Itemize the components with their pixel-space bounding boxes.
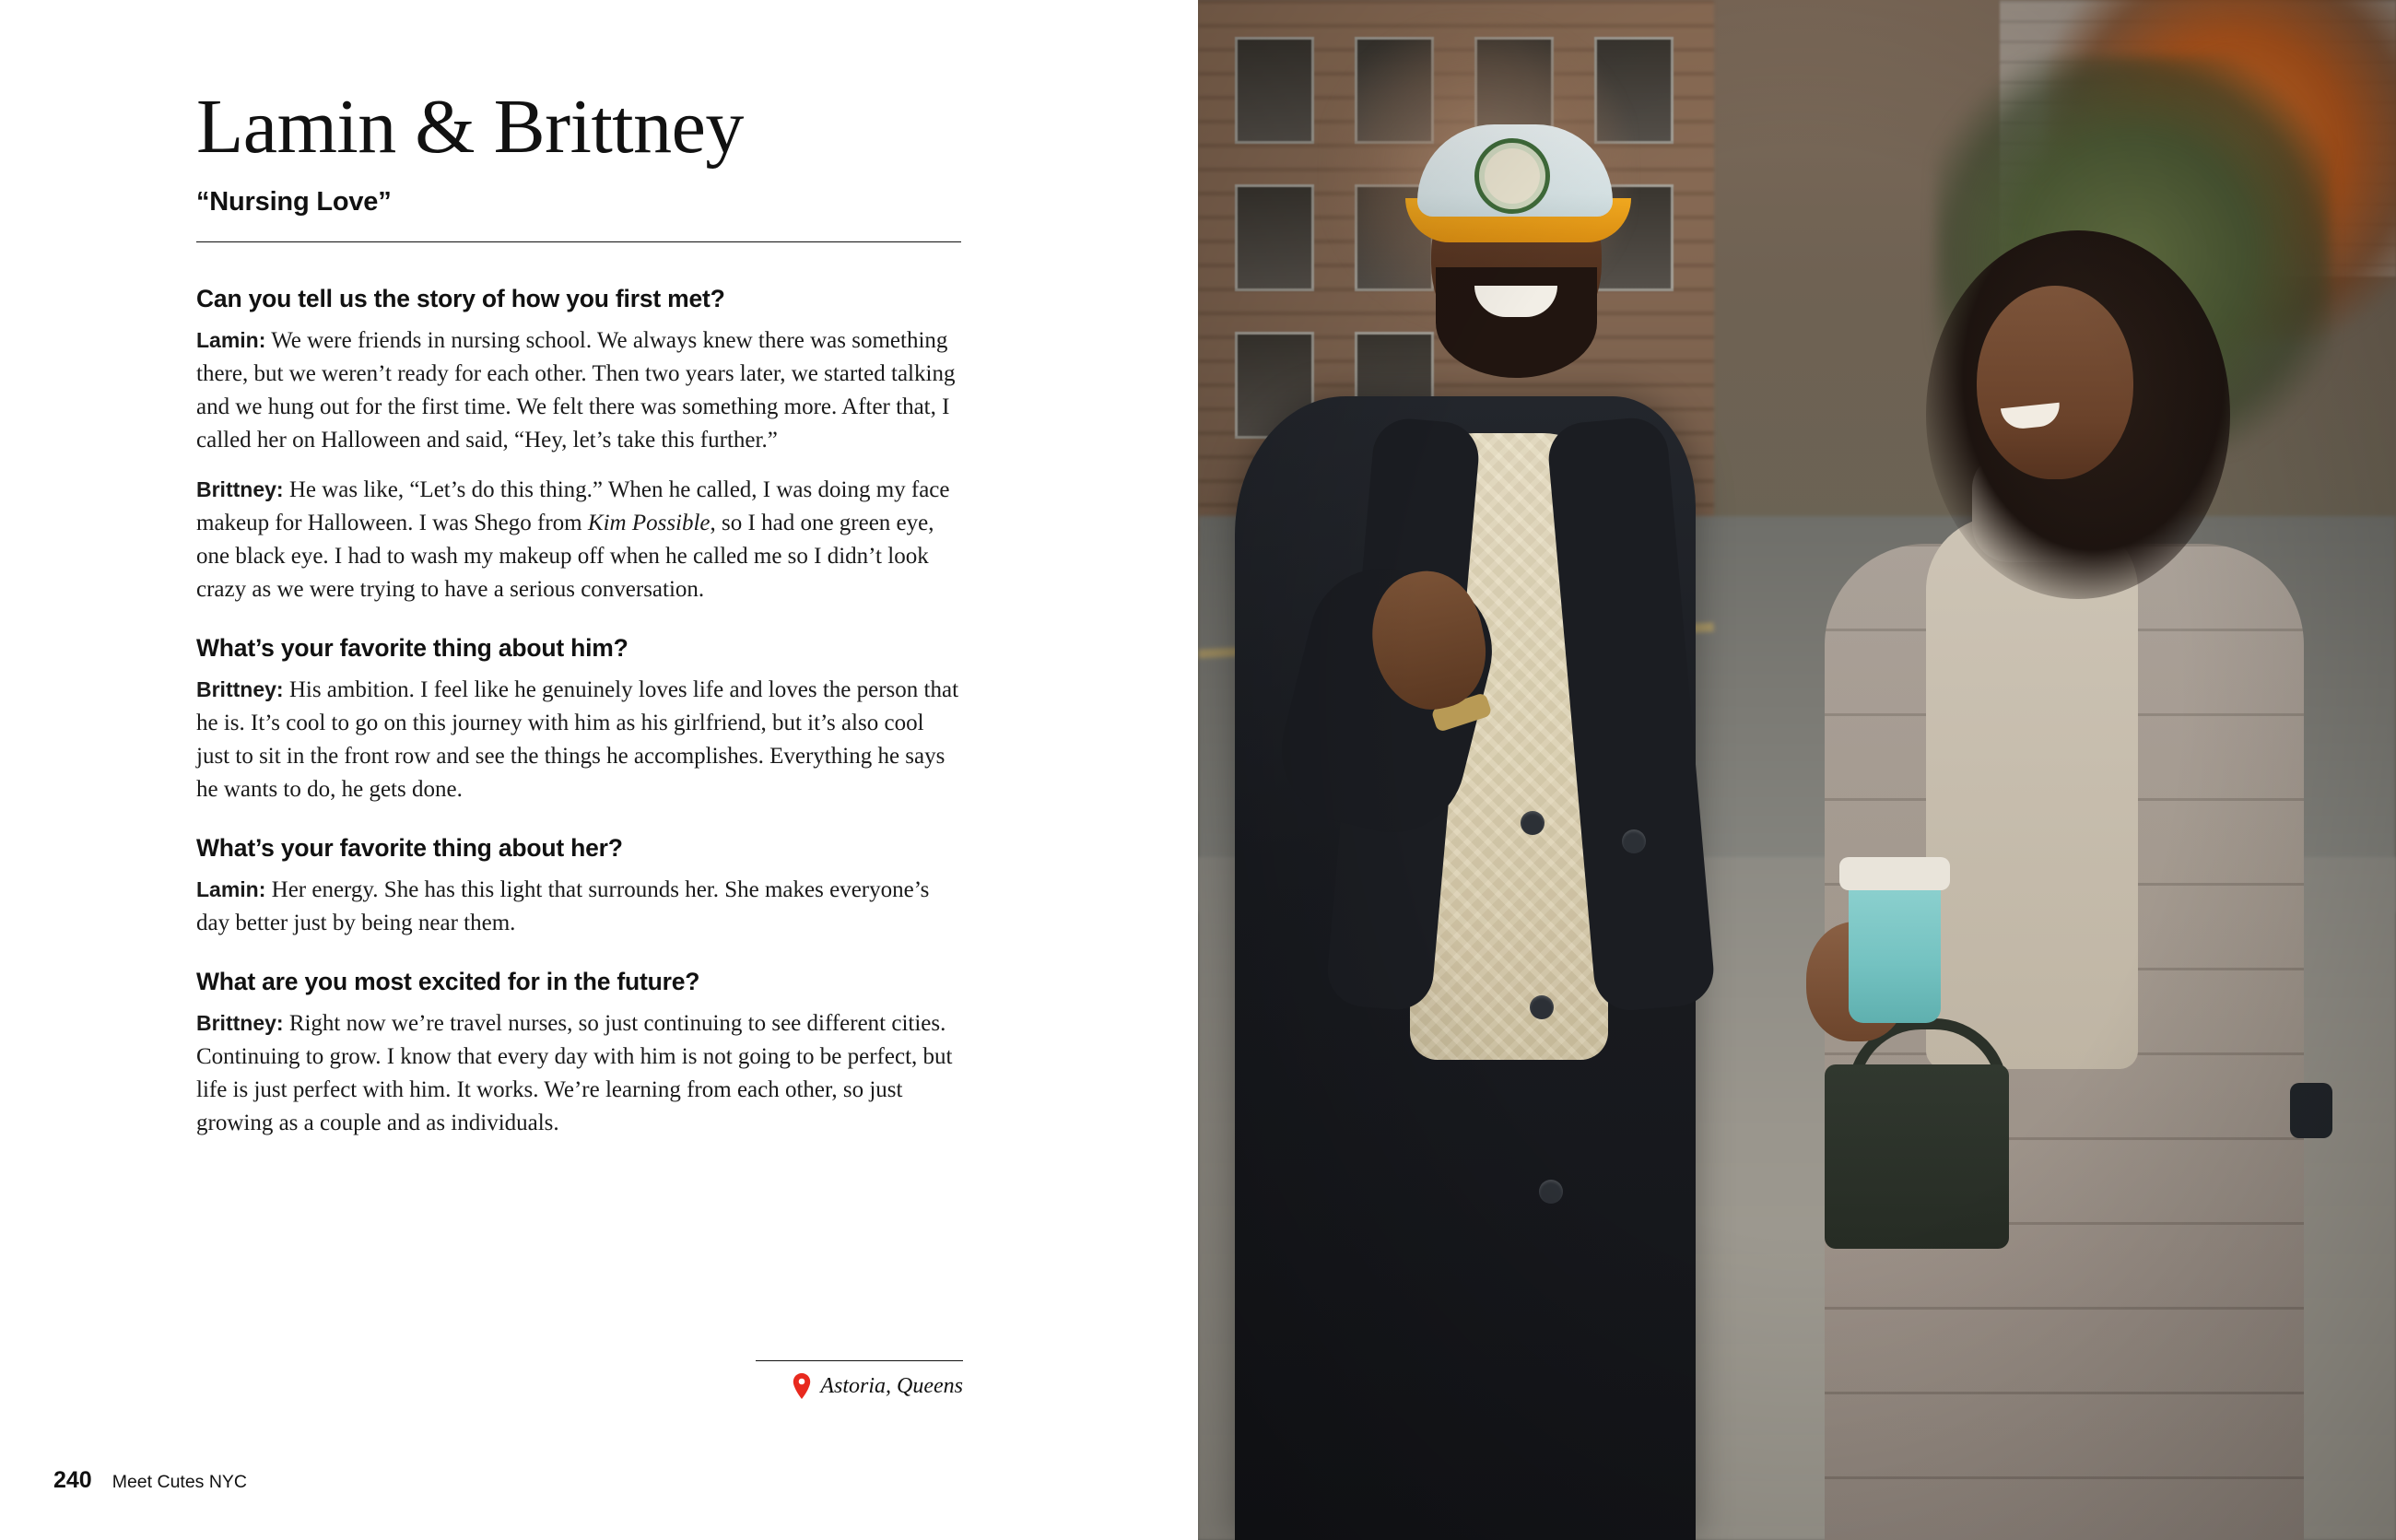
answer-text-before: He was like, “Let’s do this thing.” When he called, I was doing my face makeup for Halloween. I was Shego from: [196, 476, 950, 535]
coat-button: [1530, 995, 1554, 1019]
coffee-cup-lid: [1839, 857, 1950, 890]
location-divider: [756, 1360, 963, 1361]
qa-block: [196, 634, 961, 806]
interview-question: Can you tell us the story of how you first met?: [196, 284, 725, 312]
handbag: [1825, 1064, 2009, 1249]
answer-text-after: , so I had one green eye, one black eye. I had to wash my makeup off when he called me so I didn’t look crazy as we were trying to have a serious conversation.: [196, 510, 934, 602]
answer-speaker: Brittney:: [196, 476, 284, 501]
interview-answer: [196, 674, 961, 806]
coat-button: [1539, 1180, 1563, 1204]
couple-photo: [1198, 0, 2396, 1540]
interview-answer: [196, 474, 961, 606]
interview-question: What are you most excited for in the future?: [196, 967, 700, 995]
book-title: Meet Cutes NYC: [112, 1472, 248, 1492]
answer-speaker: Lamin:: [196, 876, 266, 901]
title-divider: [196, 241, 961, 242]
page-subtitle: “Nursing Love”: [196, 186, 392, 217]
woman-face: [1977, 286, 2133, 479]
coat-button: [1622, 829, 1646, 853]
answer-text: Her energy. She has this light that surrounds her. She makes everyone’s day better just by being near them.: [196, 876, 930, 935]
answer-speaker: Brittney:: [196, 676, 284, 701]
page-title: Lamin & Brittney: [196, 84, 744, 170]
answer-text: Right now we’re travel nurses, so just continuing to see different cities. Continuing to grow. I know that every day with him is not going to be perfect, but life is just perfect with him. It works. We’re learning from each other, so just growing as a couple and as individuals.: [196, 1010, 953, 1135]
interview-question: What’s your favorite thing about her?: [196, 833, 623, 862]
answer-text: His ambition. I feel like he genuinely loves life and loves the person that he is. It’s cool to go on this journey with him as his girlfriend, but it’s also cool just to sit in the front row and see the things he accomplishes. Everything he says he wants to do, he gets done.: [196, 676, 959, 802]
coffee-cup: [1849, 876, 1941, 1023]
woman-sweater: [1926, 516, 2138, 1069]
answer-speaker: Brittney:: [196, 1010, 284, 1035]
interview-answer: [196, 324, 961, 457]
qa-block: [196, 834, 961, 940]
qa-block: [196, 968, 961, 1140]
coat-button: [1521, 811, 1544, 835]
cap-badge-icon: [1474, 138, 1550, 214]
interview-answer: [196, 874, 961, 940]
photo-page: [1198, 0, 2396, 1540]
page-footer: [53, 1467, 247, 1494]
interview-answer: [196, 1007, 961, 1140]
qa-block: [196, 285, 961, 606]
location-caption: [645, 1373, 963, 1399]
page-number: 240: [53, 1467, 92, 1493]
answer-text-italic: Kim Possible: [587, 510, 711, 535]
answer-speaker: Lamin:: [196, 327, 266, 352]
smartwatch: [2290, 1083, 2332, 1138]
window: [1235, 37, 1314, 144]
man-beard: [1436, 267, 1597, 378]
answer-text: We were friends in nursing school. We always knew there was something there, but we weren’t ready for each other. Then two years later, we started talking and we hung out for the first time. We felt there was something more. After that, I called her on Halloween and said, “Hey, let’s take this further.”: [196, 327, 956, 453]
interview-question: What’s your favorite thing about him?: [196, 633, 628, 662]
article-content: [196, 84, 961, 1168]
map-pin-icon: [793, 1373, 811, 1399]
location-label: Astoria, Queens: [820, 1373, 963, 1398]
window: [1235, 184, 1314, 291]
